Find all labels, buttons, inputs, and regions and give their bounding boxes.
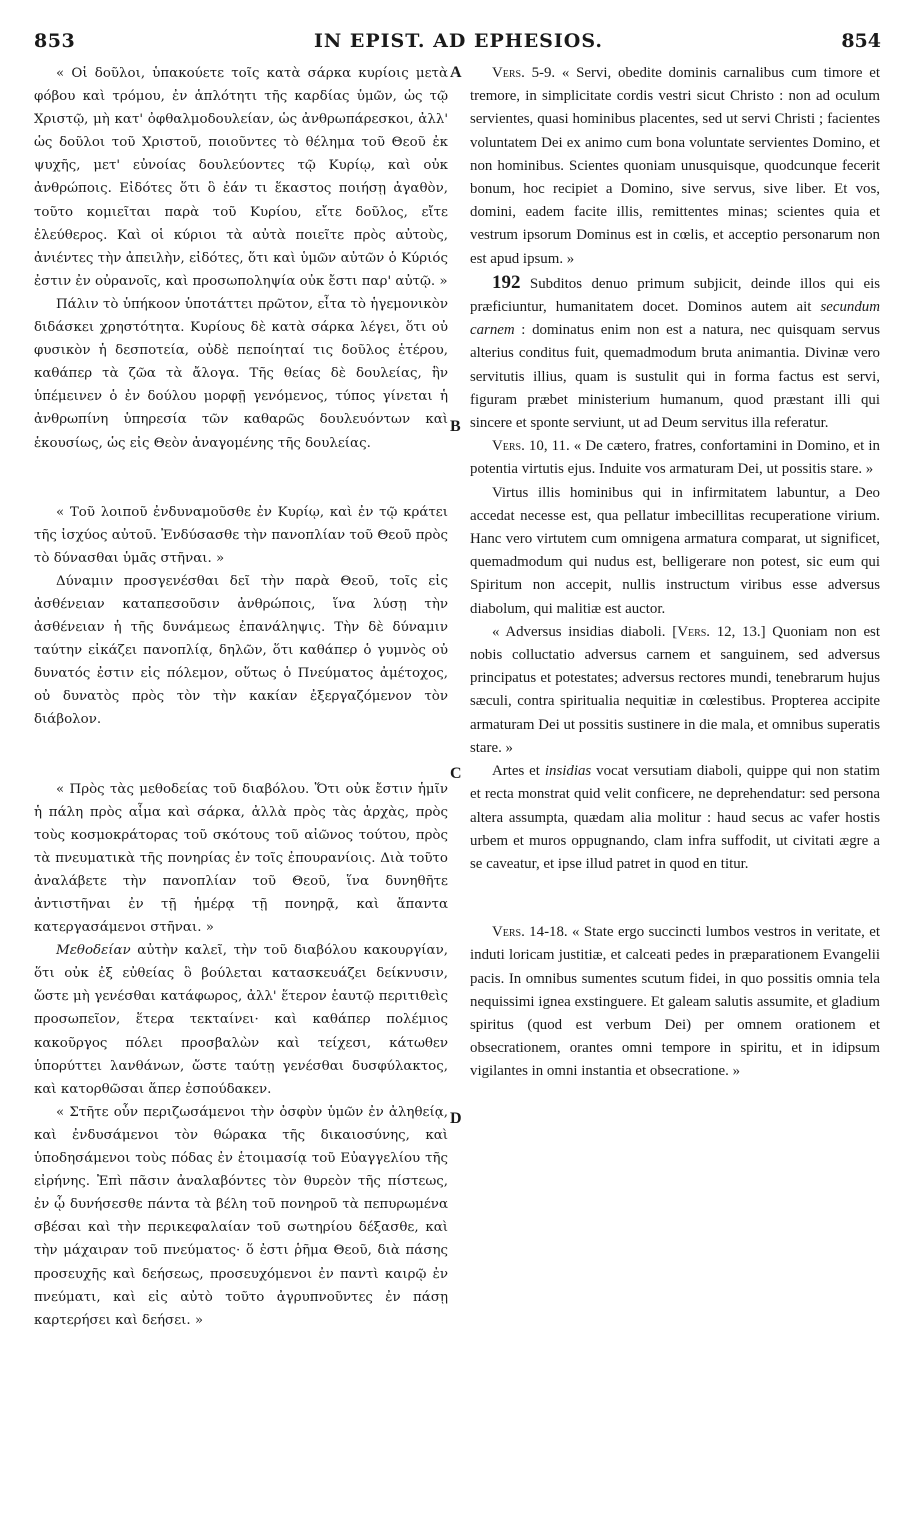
latin-paragraph: Virtus illis hominibus qui in infirmitatem labuntur, a Deo accedat necesse est, qua pellatur imbecillitas recuperatione virium. Hanc vero virtutem cum omnigena armatura comparat, ut significet, quemadmodum qui nudus est, belligerare non potest, sic eum qui Spiritum non accepit, nullis instructum viribus esse adversus diabolum, qui malitiæ est auctor. [470,484,880,617]
latin-text: « State ergo succincti lumbos vestros in veritate, et induti loricam justitiæ, et calceati pedes in præparationem Evangelii pacis. In omnibus sumentes scutum fidei, in quo possitis omnia tela nequissimi ignea exstinguere. Et galeam salutis assumite, et gladium spiritus (quod est verbum Dei) per omnem orationem et obsecrationem, orantes omni tempore in spiritu, et in idipsum vigilantes in omni instantia et obsecratione. » [470,924,880,1080]
greek-paragraph: Δύναμιν προσγενέσθαι δεῖ τὴν παρὰ Θεοῦ, τοῖς εἰς ἀσθένειαν καταπεσοῦσιν ἀνθρώποις, ἵνα λύσῃ τὴν ἀσθένειαν ἡ τῆς δυνάμεως ἐπανάληψις. Τὴν δὲ δύναμιν ταύτην εἰκάζει πανοπλίᾳ, δηλῶν, ὅτι καθάπερ ὁ γυμνὸς οὐ δυνατός ἐστιν εἰς πόλεμον, οὕτως ὁ Πνεύματος ἀμέτοχος, οὐ δυνατὸς πρὸς τὸν τὴν κακίαν ἐξεργαζόμενον τὸν διάβολον. [34,573,448,728]
running-title: IN EPIST. AD EPHESIOS. [313,30,604,52]
latin-column [470,62,880,1084]
margin-letter-b: B [450,418,461,435]
latin-text: vocat versutiam diaboli, quippe qui non statim et recta monstrat quid velit conficere, ne deprehendatur: sed persona altera assumpta, quædam alia molitur : haud secus ac vafer hostis urbem et muros oppugnando, clam infra suffodit, ut civitati ægre a se caveatur, et ipse illud patret in quod en titur. [470,763,880,872]
latin-emphasis: secundum carnem [470,299,880,339]
latin-text: Artes et [492,763,545,780]
latin-paragraph [470,760,880,876]
greek-paragraph: « Οἱ δοῦλοι, ὑπακούετε τοῖς κατὰ σάρκα κυρίοις μετὰ φόβου καὶ τρόμου, ἐν ἁπλότητι τῆς καρδίας ὑμῶν, ὡς τῷ Χριστῷ, μὴ κατ' ὀφθαλμοδουλείαν, ὡς ἀνθρωπάρεσκοι, ἀλλ' ὡς δοῦλοι τοῦ Χριστοῦ, ποιοῦντες τὸ θέλημα τοῦ Θεοῦ ἐκ ψυχῆς, μετ' εὐνοίας δουλεύοντες τῷ Κυρίῳ, καὶ οὐκ ἀνθρώποις. Εἰδότες ὅτι ὃ ἐάν τι ἕκαστος ποιήσῃ ἀγαθὸν, τοῦτο κομιεῖται παρὰ τοῦ Κυρίου, εἴτε δοῦλος, εἴτε ἐλεύθερος. Καὶ οἱ κύριοι τὰ αὐτὰ ποιεῖτε πρὸς αὐτοὺς, ἀνιέντες τὴν ἀπειλὴν, εἰδότες, ὅτι καὶ ὑμῶν αὐτῶν ὁ Κύριός ἐστιν ἐν οὐρανοῖς, καὶ προσωποληψία οὐκ ἔστι παρ' αὐτῷ. » [34,66,448,289]
latin-paragraph [470,435,880,481]
verse-ref: Vers. 14-18. [492,924,568,941]
latin-text: : dominatus enim non est a natura, nec quisquam servus alterius conditus fuit, quemadmodum bruta animantia. Divinæ vero servitutis illius, quam is sustulit qui in forma factus est servi, figuram præbet ministerium humanum, quod præstant illi qui sincere et sponte serviunt, ut ad Deum servitus illa referatur. [470,322,880,432]
greek-column [34,62,448,1332]
greek-paragraph: « Τοῦ λοιποῦ ἐνδυναμοῦσθε ἐν Κυρίῳ, καὶ ἐν τῷ κράτει τῆς ἰσχύος αὐτοῦ. Ἐνδύσασθε τὴν πανοπλίαν τοῦ Θεοῦ πρὸς τὸ δύνασθαι ὑμᾶς στῆναι. » [34,504,448,566]
margin-letter-a: A [450,64,462,81]
section-number: 192 [492,271,521,293]
margin-letter-c: C [450,765,462,782]
greek-emphasis: Μεθοδείαν [56,943,131,959]
latin-paragraph [470,621,880,760]
greek-paragraph [34,939,448,1101]
latin-text: « Servi, obedite dominis carnalibus cum timore et tremore, in simplicitate cordis vestri sicut Christo : non ad oculum servientes, quasi hominibus placentes, sed ut servi Christi ; facientes voluntatem Dei ex animo cum bona voluntate servientes Domino, et non hominibus. Scientes quoniam unusquisque, quodcunque fecerit bonum, hoc recipiet a Domino, sive servus, sive liber. Et vos, domini, eadem facite illis, remittentes minas; scientes quia et vestrum ipsorum Dominus est in cœlis, et acceptio personarum non est apud ipsum. » [470,65,880,267]
greek-text: αὐτὴν καλεῖ, τὴν τοῦ διαβόλου κακουργίαν, ὅτι οὐκ ἐξ εὐθείας ὃ βούλεται κατασκευάζει δείκνυσιν, ὥστε μὴ γενέσθαι κατάφωρος, ἀλλ' ἕτερον ἑαυτῷ περιτιθεὶς προσωπεῖον, ἕτερα τεκταίνει· καὶ καθάπερ πολέμιος κακοῦργος πόλει προσβαλὼν καὶ τείχεσι, κάτωθεν ὑπορύττει λανθάνων, ὥστε ταύτῃ γενέσθαι δυσφύλακτος, καὶ κατορθῶσαι ἅπερ ἐσπούδακεν. [34,943,448,1097]
latin-paragraph [470,62,880,271]
margin-letter-d: D [450,1110,462,1127]
latin-text: « Adversus insidias diaboli. [ [492,623,678,640]
page-number-left: 853 [34,30,76,52]
latin-text: Subditos denuo primum subjicit, deinde illos qui eis præficiuntur, humanitatem docet. Dominos autem ait [470,275,880,316]
verse-ref: Vers. 10, 11. [492,438,570,455]
greek-paragraph: « Στῆτε οὖν περιζωσάμενοι τὴν ὀσφὺν ὑμῶν ἐν ἀληθείᾳ, καὶ ἐνδυσάμενοι τὸν θώρακα τῆς δικαιοσύνης, καὶ ὑποδησάμενοι τοὺς πόδας ἐν ἑτοιμασίᾳ τοῦ Εὐαγγελίου τῆς εἰρήνης. Ἐπὶ πᾶσιν ἀναλαβόντες τὸν θυρεὸν τῆς πίστεως, ἐν ᾧ δυνήσεσθε πάντα τὰ βέλη τοῦ πονηροῦ τὰ πεπυρωμένα σβέσαι καὶ τὴν περικεφαλαίαν τοῦ σωτηρίου δέξασθε, καὶ τὴν μάχαιραν τοῦ πνεύματος· ὅ ἐστι ῥῆμα Θεοῦ, διὰ πάσης προσευχῆς καὶ δεήσεως, προσευχόμενοι ἐν παντὶ καιρῷ ἐν πνεύματι, καὶ εἰς αὐτὸ τοῦτο ἀγρυπνοῦντες ἐν πάσῃ καρτερήσει καὶ δεήσει. » [34,1104,448,1328]
greek-paragraph: « Πρὸς τὰς μεθοδείας τοῦ διαβόλου. Ὅτι οὐκ ἔστιν ἡμῖν ἡ πάλη πρὸς αἷμα καὶ σάρκα, ἀλλὰ πρὸς τὰς ἀρχὰς, πρὸς τοὺς κοσμοκράτορας τοῦ σκότους τοῦ αἰῶνος τούτου, πρὸς τὰ πνευματικὰ τῆς πονηρίας ἐν τοῖς ἐπουρανίοις. Διὰ τοῦτο ἀναλάβετε τὴν πανοπλίαν τοῦ Θεοῦ, ἵνα δυνηθῆτε ἀντιστῆναι ἐν τῇ ἡμέρᾳ τῇ πονηρᾷ, καὶ ἅπαντα κατεργασάμενοι στῆναι. » [34,781,448,936]
page-number-right: 854 [841,30,881,52]
greek-paragraph: Πάλιν τὸ ὑπήκοον ὑποτάττει πρῶτον, εἶτα τὸ ἡγεμονικὸν διδάσκει χρηστότητα. Κυρίους δὲ κατὰ σάρκα λέγει, ὅτι οὐ φυσικὸν ἡ δεσποτεία, οὐδὲ πεποίηταί τις δοῦλος ἑτέρου, καθάπερ τὰ ζῶα τὰ ἄλογα. Τῆς θείας δὲ δουλείας, ἣν ὑπέμεινεν ὁ ἐν δούλου μορφῇ γενόμενος, τύπος γίνεται ἡ ἀνθρωπίνη ὑπηρεσία τῶν καθαρῶς δουλευόντων καὶ ἑκουσίως, ὡς εἰς Θεὸν ἀναγομένης τῆς δουλείας. [34,296,448,451]
latin-text: « De cætero, fratres, confortamini in Domino, et in potentia virtutis ejus. Induite vos armaturam Dei, ut possitis stare. » [470,438,880,478]
latin-paragraph [470,921,880,1083]
verse-ref: Vers. 5-9. [492,65,556,81]
latin-text: ] Quoniam non est nobis colluctatio adversus carnem et sanguinem, sed adversus principatus et potestates; adversus rectores mundi, tenebrarum hujus sæculi, contra spiritualia nequitiæ in cœlestibus. Propterea accipite armaturam Dei ut possitis sustinere in die mala, et omnibus superatis stare. » [470,623,880,756]
page-header [0,30,917,60]
latin-paragraph [470,271,880,435]
latin-emphasis: insidias [544,763,592,780]
verse-ref: Vers. 12, 13. [677,623,761,640]
